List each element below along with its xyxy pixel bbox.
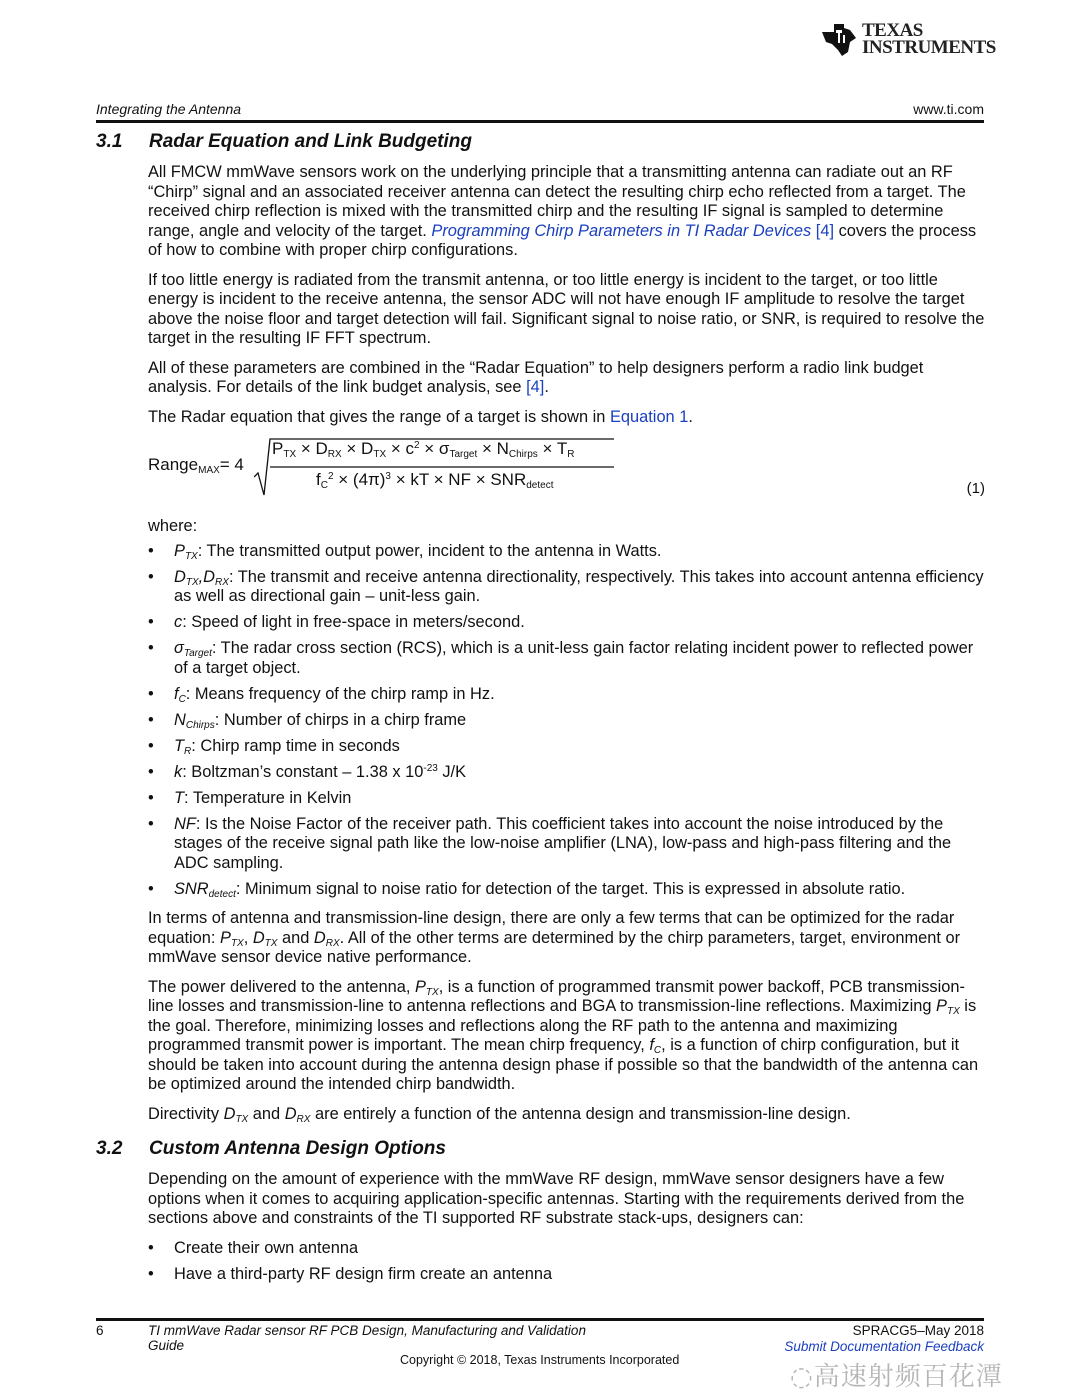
equation-numerator: [272, 439, 574, 459]
text-run: RX: [325, 937, 340, 949]
text-run: : The radar cross section (RCS), which is a unit-less gain factor relating incident power to reflected power of a target object.: [174, 639, 974, 677]
text-run: × T: [537, 439, 568, 458]
text-run: . All of the other terms are determined by the chirp parameters, target, environment or mmWave sensor device native performance.: [148, 928, 961, 966]
equation-1: [148, 437, 988, 507]
section-title: Custom Antenna Design Options: [149, 1138, 446, 1159]
text-run: TX: [373, 449, 387, 460]
header-url[interactable]: www.ti.com: [913, 101, 984, 117]
text-run: : Chirp ramp time in seconds: [191, 736, 400, 755]
text-run: detect: [526, 480, 554, 491]
paragraph: [148, 1170, 988, 1229]
text-run: NF: [174, 814, 196, 833]
text-run: × N: [477, 439, 509, 458]
wechat-icon: ◌: [790, 1362, 814, 1392]
section-3-2-heading: [96, 1138, 988, 1160]
watermark: [790, 1362, 1003, 1392]
text-run: : Minimum signal to noise ratio for detection of the target. This is expressed in absolute ratio.: [235, 879, 906, 898]
text-run: 2: [327, 471, 334, 482]
text-run: -23: [423, 762, 438, 774]
text-run: and: [248, 1104, 285, 1123]
text-run: Chirps: [185, 719, 215, 731]
section-number: 3.1: [96, 131, 123, 152]
text-run: f: [174, 684, 179, 703]
bullet-item: [148, 613, 988, 633]
bullet-item: [148, 880, 988, 900]
section-title: Radar Equation and Link Budgeting: [149, 131, 472, 152]
lhs-sub: MAX: [198, 465, 220, 476]
text-run: : The transmitted output power, incident to the antenna in Watts.: [197, 541, 662, 560]
text-run: Create their own antenna: [174, 1238, 359, 1257]
header-section: Integrating the Antenna: [96, 101, 242, 117]
paragraph: [148, 408, 988, 428]
text-run: In terms of antenna and transmission-line design, there are only a few terms that can be optimized for the radar equation:: [148, 909, 955, 947]
ti-logo: [820, 22, 996, 58]
text-run: : The transmit and receive antenna directionality, respectively. This takes into account antenna efficiency as well as directional gain – unit-less gain.: [174, 567, 984, 605]
text-run: TX: [283, 449, 297, 460]
bullet-item: [148, 737, 988, 757]
text-run: : Speed of light in free-space in meters/second.: [182, 613, 525, 631]
paragraph: [148, 978, 988, 1095]
text-run: σ: [174, 639, 184, 657]
text-run: .: [544, 378, 549, 396]
header-rule: [96, 120, 984, 123]
text-run: and: [277, 928, 314, 947]
text-run: P: [414, 977, 426, 996]
bullet-item: [148, 789, 988, 809]
text-run: × kT × NF × SNR: [390, 470, 527, 489]
doc-title: [148, 1323, 586, 1353]
text-run: × D: [296, 439, 328, 458]
text-run: Target: [449, 449, 478, 460]
text-run: TX: [264, 937, 278, 949]
text-run: TX: [946, 1006, 960, 1017]
text-run: N: [174, 710, 186, 729]
text-run: , is a function of chirp configuration, but it should be taken into account during the antenna design phase if possible so that the bandwidth of the antenna can be optimized around the intended chirp bandwidth.: [148, 1036, 979, 1093]
text-run: : Means frequency of the chirp ramp in Hz.: [185, 684, 495, 703]
option-list: [148, 1239, 988, 1285]
equation-number: (1): [966, 480, 985, 497]
paragraph: [148, 909, 988, 968]
text-run: : Boltzman’s constant – 1.38 x 10: [182, 762, 424, 781]
text-run: Chirps: [508, 449, 538, 460]
watermark-text: 高速射频百花潭: [813, 1362, 1003, 1392]
doc-title-line1: TI mmWave Radar sensor RF PCB Design, Manufacturing and Validation: [148, 1323, 586, 1338]
paragraph: [148, 163, 988, 261]
text-run: k: [174, 762, 183, 781]
section-3-2-body: [148, 1170, 988, 1284]
text-run: × c: [386, 439, 414, 458]
text-run: : Number of chirps in a chirp frame: [214, 710, 467, 729]
text-run: T: [174, 736, 185, 755]
reference-link[interactable]: Programming Chirp Parameters in TI Radar Devices: [431, 221, 812, 240]
text-run: RX: [296, 1113, 311, 1125]
text-run: ,: [243, 928, 253, 947]
text-run: SNR: [174, 879, 209, 898]
bullet-item: [148, 1265, 988, 1285]
text-run: ,D: [198, 567, 216, 586]
text-run: T: [174, 788, 185, 807]
bullet-item: [148, 542, 988, 562]
text-run: TX: [184, 550, 198, 562]
copyright: Copyright © 2018, Texas Instruments Incorporated: [400, 1353, 680, 1367]
text-run: covers the process of how to combine with proper chirp configurations.: [148, 221, 977, 259]
lhs-text: Range: [148, 455, 199, 474]
text-run: P: [272, 439, 284, 458]
text-run: D: [313, 928, 326, 947]
text-run: × (4π): [333, 470, 386, 489]
text-run: RX: [327, 449, 342, 460]
text-run: R: [184, 745, 192, 757]
text-run: where:: [148, 517, 198, 535]
bullet-item: [148, 711, 988, 731]
text-run: C: [653, 1045, 662, 1056]
text-run: detect: [208, 888, 236, 900]
text-run: RX: [215, 576, 229, 588]
text-run: P: [936, 997, 947, 1015]
text-run: f: [649, 1036, 654, 1054]
text-run: All of these parameters are combined in the “Radar Equation” to help designers perform a radio link budget analysis. For details of the link budget analysis, see: [148, 358, 924, 396]
doc-id: SPRACG5–May 2018: [852, 1323, 984, 1338]
section-3-1-heading: [96, 131, 988, 153]
text-run: , is a function of programmed transmit power backoff, PCB transmission-line losses and transmission-line to antenna reflections and BGA to transmission-line reflections. Maximizing: [148, 977, 965, 1015]
bullet-item: [148, 763, 988, 783]
text-run: TX: [235, 1113, 249, 1125]
text-run: Directivity: [148, 1104, 224, 1123]
text-run: .: [688, 407, 693, 426]
text-run: D: [284, 1104, 297, 1123]
text-run: : Is the Noise Factor of the receiver path. This coefficient takes into account the noise introduced by the stages of the receive signal path like the low-noise amplifier (LNA), low-pass and high-pass filtering and the ADC sampling.: [174, 814, 952, 872]
text-run: C: [320, 480, 328, 491]
text-run: D: [174, 567, 186, 586]
text-run: : Temperature in Kelvin: [184, 788, 352, 807]
text-run: The power delivered to the antenna,: [148, 977, 415, 996]
reference-link[interactable]: Equation 1: [609, 407, 689, 426]
doc-title-line2: Guide: [148, 1338, 185, 1353]
bullet-item: [148, 568, 988, 607]
paragraph: [148, 1105, 988, 1125]
bullet-item: [148, 1239, 988, 1259]
section-number: 3.2: [96, 1138, 123, 1159]
reference-link[interactable]: [4]: [526, 378, 545, 396]
section-3-1-body: [148, 163, 988, 1124]
reference-link[interactable]: [4]: [811, 221, 835, 240]
paragraph: [148, 271, 988, 349]
text-run: The Radar equation that gives the range of a target is shown in: [148, 407, 610, 426]
ti-logo-icon: [820, 22, 858, 58]
text-run: × σ: [419, 439, 450, 458]
text-run: f: [316, 470, 321, 489]
text-run: If too little energy is radiated from the transmit antenna, or too little energy is incident to the target, or too little energy is incident to the receive antenna, the sensor ADC will not have enough IF amplitude to resolve the target above the noise floor and target detection will fail. Significant signal to noise ratio, or SNR, is required to resolve the target in the resulting IF FFT spectrum.: [148, 270, 985, 347]
text-run: TX: [230, 937, 244, 949]
text-run: Depending on the amount of experience with the mmWave RF design, mmWave sensor designers have a few options when it comes to acquiring application-specific antennas. Starting with the requirements derived from the sections above and constraints of the TI supported RF substrate stack-ups, designers can:: [148, 1170, 965, 1227]
text-run: TX: [185, 576, 199, 588]
root-index: = 4: [219, 455, 244, 474]
bullet-item: [148, 815, 988, 874]
text-run: D: [252, 928, 265, 947]
equation-denominator: [316, 470, 554, 490]
text-run: R: [567, 449, 575, 460]
text-run: TX: [425, 986, 439, 998]
text-run: P: [174, 541, 185, 560]
text-run: Target: [183, 648, 212, 659]
text-run: J/K: [437, 762, 467, 781]
bullet-item: [148, 639, 988, 678]
text-run: All FMCW mmWave sensors work on the underlying principle that a transmitting antenna can radiate out an RF “Chirp” signal and an associated receiver antenna can detect the resulting chirp echo reflected from a target. The received chirp reflection is mixed with the transmitted chirp and the resulting IF signal is sampled to determine range, angle and velocity of the target.: [148, 163, 966, 240]
text-run: D: [223, 1104, 236, 1123]
text-run: P: [220, 928, 231, 947]
text-run: Have a third-party RF design firm create an antenna: [174, 1264, 553, 1283]
text-run: 2: [414, 440, 420, 451]
brand-line1: TEXAS: [862, 20, 923, 41]
paragraph: [148, 359, 988, 398]
page-number: 6: [96, 1323, 104, 1338]
bullet-item: [148, 685, 988, 705]
text-run: C: [178, 693, 186, 705]
content-flow: [96, 131, 988, 1294]
variable-list: [148, 542, 988, 900]
feedback-link[interactable]: Submit Documentation Feedback: [784, 1339, 984, 1354]
text-run: × D: [341, 439, 374, 458]
text-run: is the goal. Therefore, minimizing losses and reflections along the RF path to the antenna and maximizing programmed transmit power is important. The mean chirp frequency,: [148, 997, 977, 1054]
footer-rule: [96, 1318, 984, 1321]
brand-line2: INSTRUMENTS: [862, 37, 996, 58]
equation-lhs: [148, 455, 244, 475]
text-run: 3: [385, 471, 391, 482]
running-header: [96, 101, 984, 117]
text-run: are entirely a function of the antenna design and transmission-line design.: [310, 1104, 851, 1123]
text-run: c: [174, 613, 183, 631]
paragraph: [148, 517, 988, 537]
